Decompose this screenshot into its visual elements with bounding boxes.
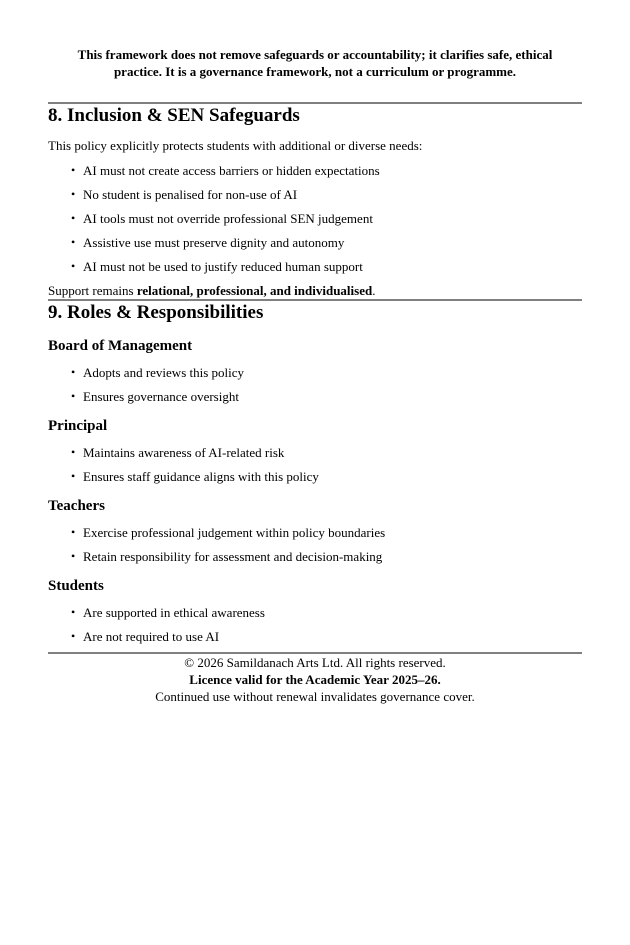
role-bullet-list: [48, 444, 582, 485]
role-block-students: [48, 577, 582, 645]
footer-renewal-line: Continued use without renewal invalidates governance cover.: [155, 689, 475, 704]
bullet-item: • Are supported in ethical awareness: [83, 604, 582, 621]
bullet-item: • AI must not be used to justify reduced human support: [83, 258, 582, 275]
intro-note-line-1: This framework does not remove safeguards or accountability; it clarifies safe, ethical: [77, 47, 553, 62]
bullet-item: • No student is penalised for non-use of AI: [83, 186, 582, 203]
bullet-item: • Maintains awareness of AI-related risk: [83, 444, 582, 461]
role-bullet-list: [48, 604, 582, 645]
bullet-item: • AI tools must not override professional SEN judgement: [83, 210, 582, 227]
role-block-principal: [48, 417, 582, 485]
section-9-heading: 9. Roles & Responsibilities: [48, 302, 264, 323]
bullet-item: • Are not required to use AI: [83, 628, 582, 645]
role-block-board-of-management: [48, 337, 582, 405]
document-page: [0, 46, 630, 945]
bullet-item: • Ensures governance oversight: [83, 388, 582, 405]
section-8-heading: 8. Inclusion & SEN Safeguards: [48, 105, 300, 126]
bullet-item: • AI must not create access barriers or hidden expectations: [83, 162, 582, 179]
role-bullet-list: [48, 524, 582, 565]
policy-document-page: [0, 46, 630, 705]
bullet-item: • Assistive use must preserve dignity and autonomy: [83, 234, 582, 251]
section-8-bullet-list: [48, 162, 582, 275]
role-block-teachers: [48, 497, 582, 565]
licence-footer: [48, 654, 582, 705]
intro-note-line-2: practice. It is a governance framework, not a curriculum or programme.: [113, 64, 517, 79]
closing-prefix: Support remains: [48, 283, 137, 298]
role-heading-board: Board of Management: [48, 338, 193, 354]
section-roles-responsibilities: [48, 301, 582, 645]
section-8-closing: [48, 282, 582, 299]
bullet-item: • Exercise professional judgement within policy boundaries: [83, 524, 582, 541]
footer-copyright-line: © 2026 Samildanach Arts Ltd. All rights reserved.: [184, 655, 446, 670]
role-heading-principal: Principal: [48, 418, 108, 434]
bullet-item: • Adopts and reviews this policy: [83, 364, 582, 381]
role-bullet-list: [48, 364, 582, 405]
section-inclusion-sen-safeguards: [48, 104, 582, 299]
bullet-item: • Retain responsibility for assessment and decision-making: [83, 548, 582, 565]
closing-emphasis: relational, professional, and individualised: [136, 283, 373, 298]
closing-suffix: .: [372, 283, 376, 298]
footer-licence-line: Licence valid for the Academic Year 2025–26.: [189, 672, 441, 687]
bullet-item: • Ensures staff guidance aligns with this policy: [83, 468, 582, 485]
role-heading-students: Students: [48, 578, 104, 594]
section-8-lead: This policy explicitly protects students with additional or diverse needs:: [48, 138, 423, 153]
role-heading-teachers: Teachers: [48, 498, 105, 514]
intro-note: [48, 46, 582, 80]
